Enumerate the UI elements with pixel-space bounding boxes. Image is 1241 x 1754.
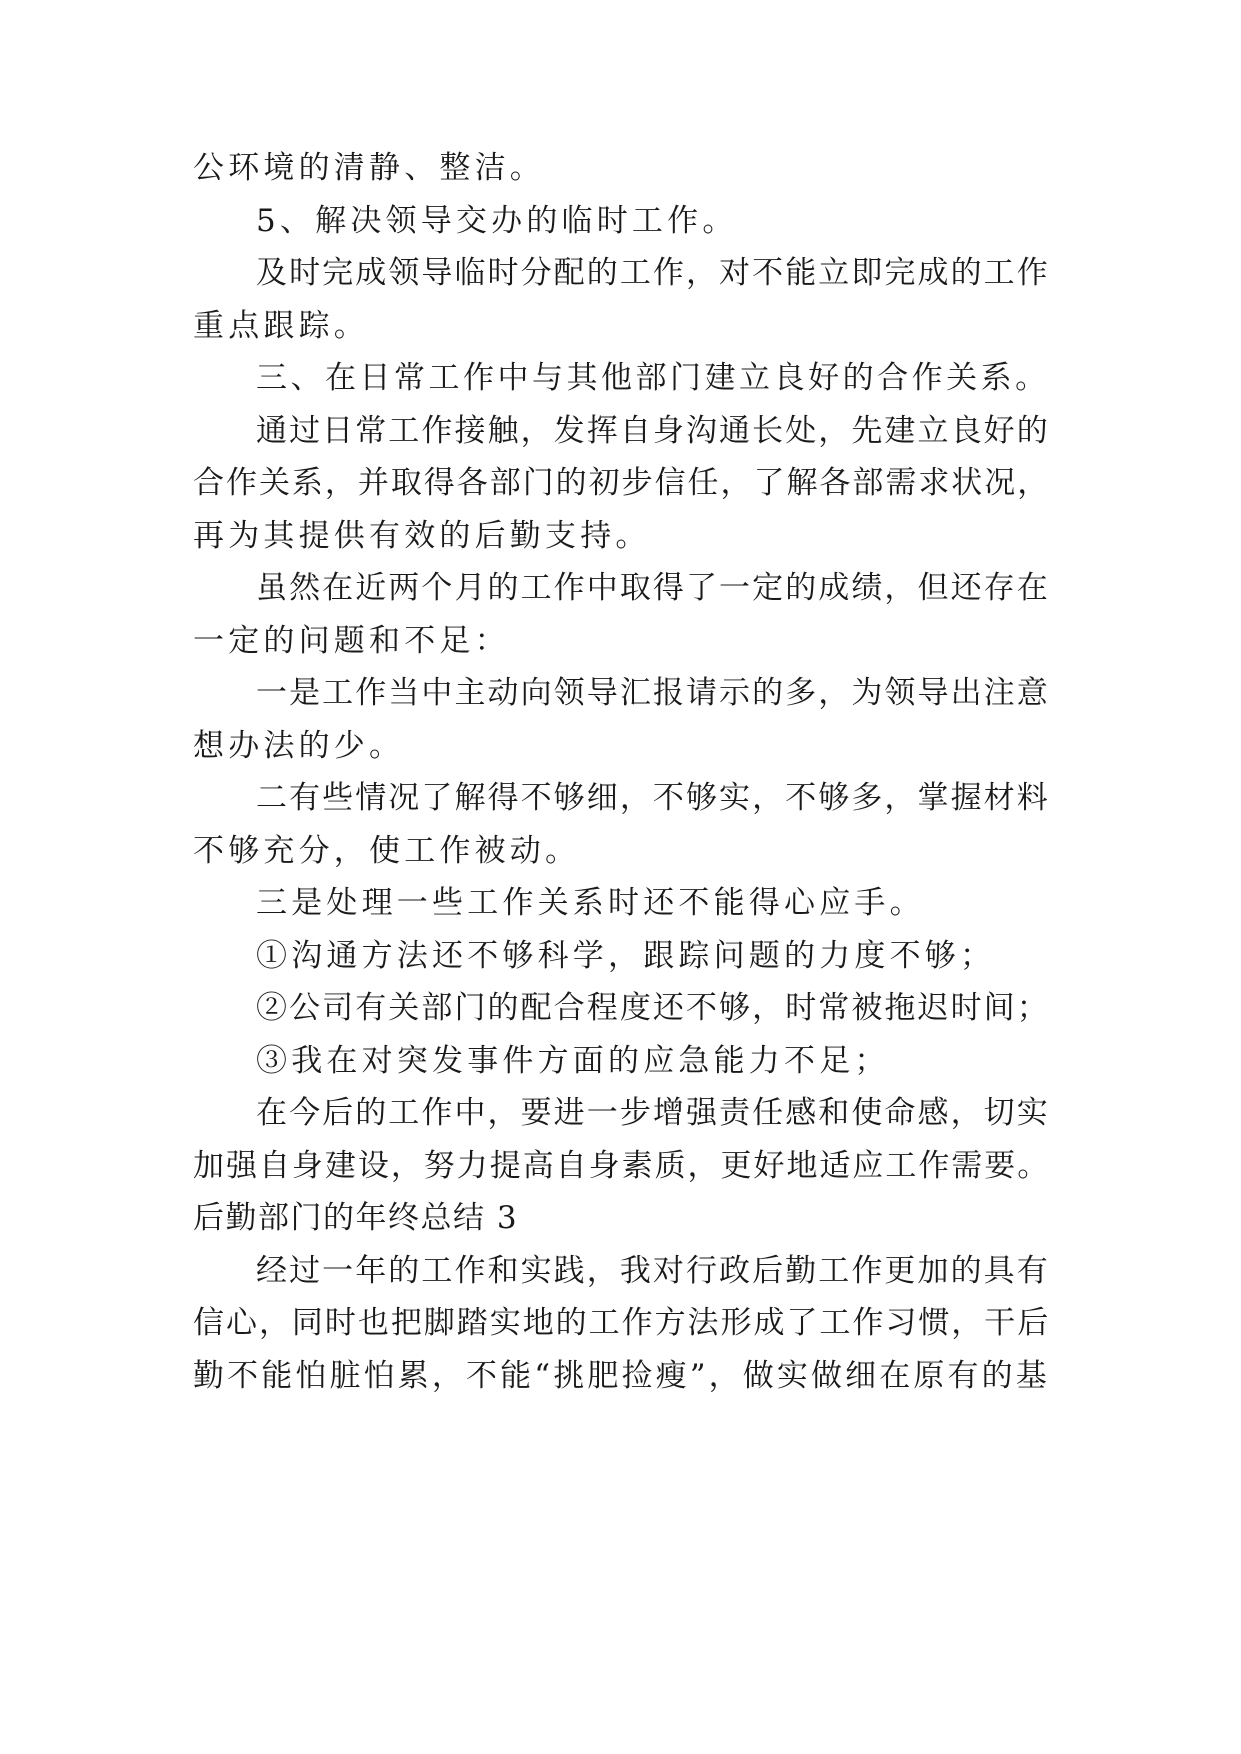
body-text-line: 加强自身建设，努力提高自身素质，更好地适应工作需要。	[193, 1148, 1051, 1184]
body-text-line: 三是处理一些工作关系时还不能得心应手。	[256, 885, 925, 921]
body-text-line: 及时完成领导临时分配的工作，对不能立即完成的工作	[256, 255, 1050, 291]
body-text-line: 在今后的工作中，要进一步增强责任感和使命感，切实	[256, 1095, 1050, 1131]
body-text-line: 公环境的清静、整洁。	[193, 150, 545, 186]
article-title: 后勤部门的年终总结 3	[193, 1200, 519, 1236]
body-text-line: 不够充分，使工作被动。	[193, 833, 581, 869]
body-text-line: 想办法的少。	[193, 728, 405, 764]
body-text-line: 虽然在近两个月的工作中取得了一定的成绩，但还存在	[256, 570, 1050, 606]
body-text-line: 勤不能怕脏怕累，不能“挑肥捡瘦”，做实做细在原有的基	[193, 1358, 1050, 1394]
list-item: ②公司有关部门的配合程度还不够，时常被拖迟时间；	[256, 990, 1050, 1026]
body-text-line: 5、解决领导交办的临时工作。	[256, 203, 738, 239]
body-text-line: 通过日常工作接触，发挥自身沟通长处，先建立良好的	[256, 413, 1050, 449]
body-text-line: 一定的问题和不足：	[193, 623, 510, 659]
list-item: ③我在对突发事件方面的应急能力不足；	[256, 1043, 890, 1079]
body-text-line: 经过一年的工作和实践，我对行政后勤工作更加的具有	[256, 1253, 1050, 1289]
body-text-line: 再为其提供有效的后勤支持。	[193, 518, 651, 554]
section-heading: 三、在日常工作中与其他部门建立良好的合作关系。	[256, 360, 1050, 396]
body-text-line: 合作关系，并取得各部门的初步信任，了解各部需求状况，	[193, 465, 1051, 501]
body-text-line: 重点跟踪。	[193, 308, 369, 344]
list-item: ①沟通方法还不够科学，跟踪问题的力度不够；	[256, 938, 996, 974]
body-text-line: 二有些情况了解得不够细，不够实，不够多，掌握材料	[256, 780, 1050, 816]
body-text-line: 一是工作当中主动向领导汇报请示的多，为领导出注意	[256, 675, 1050, 711]
body-text-line: 信心，同时也把脚踏实地的工作方法形成了工作习惯，干后	[193, 1305, 1051, 1341]
